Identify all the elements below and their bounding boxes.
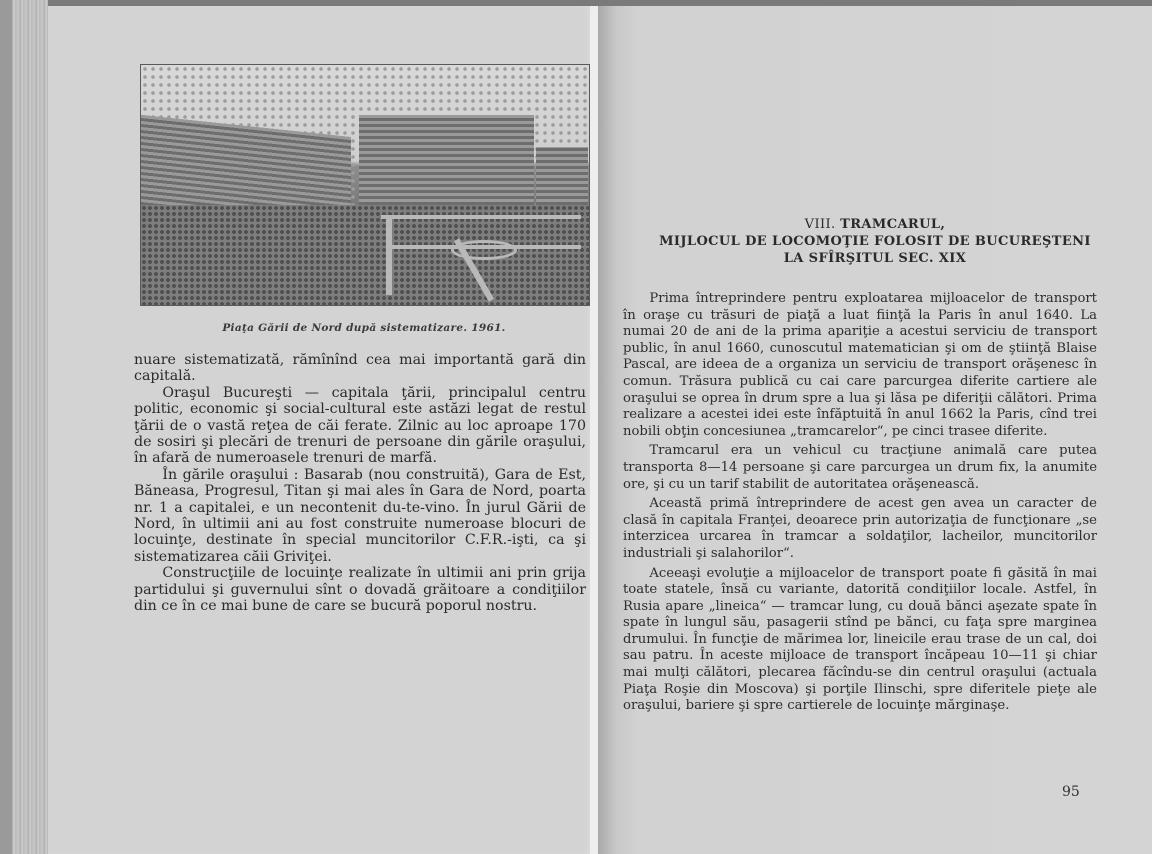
chapter-title: TRAMCARUL, [840, 217, 946, 232]
photo-park-trees [141, 205, 589, 305]
chapter-heading [598, 216, 1152, 267]
paragraph: Construcţiile de locuinţe realizate în ultimii ani prin grija partidului şi guvernului sînt o dovadă grăitoare a condiţiilor din ce în ce mai bune de care se bucură poporul nostru. [134, 565, 586, 615]
paragraph: În gările oraşului : Basarab (nou construită), Gara de Est, Băneasa, Progresul, Titan şi mai ales în Gara de Nord, poarta nr. 1 a capitalei, e un necontenit du-te-vino. În jurul Gării de Nord, în ultimii ani au fost construite numeroase blocuri de locuinţe, destinate în special muncitorilor C.F.R.-işti, ca şi sistematizarea căii Griviţei. [134, 466, 586, 565]
paragraph: Această primă întreprindere de acest gen avea un caracter de clasă în capitala Franţei, deoarece prin autorizaţia de funcţionare „se interzicea urcarea în tramcar a soldaţilor, lacheilor, muncitorilor industriali şi salahorilor“. [623, 496, 1097, 561]
paragraph: Oraşul Bucureşti — capitala ţării, principalul centru politic, economic şi social-cultural este astăzi legat de restul ţării de o vastă reţea de căi ferate. Zilnic au loc aproape 170 de sosiri şi plecări de trenuri de persoane din gările oraşului, în afară de numeroasele trenuri de marfă. [134, 384, 586, 467]
photo-park-roundabout [451, 240, 517, 260]
paragraph: Tramcarul era un vehicul cu tracţiune animală care putea transporta 8—14 persoane şi care parcurgea un drum fix, la anumite ore, şi cu un tarif stabilit de autoritatea orăşenească. [623, 443, 1097, 492]
paragraph: Aceeaşi evoluţie a mijloacelor de transport poate fi găsită în mai toate statele, însă cu variante, datorită condiţiilor locale. Astfel, în Rusia apare „lineica“ — tramcar lung, cu două bănci aşezate spate în spate în lungul său, pasagerii stînd pe bănci, cu faţa spre marginea drumului. În funcţie de mărimea lor, lineicile erau trase de un cal, doi sau patru. În aceste mijloace de transport încăpeau 10—11 şi chiar mai mulţi călători, plecarea făcîndu-se din centrul oraşului (actuala Piaţa Roşie din Moscova) şi porţile Ilinschi, spre diferitele pieţe ale oraşului, bariere şi spre cartierele de locuinţe mărginaşe. [623, 565, 1097, 714]
paragraph: nuare sistematizată, rămînînd cea mai importantă gară din capitală. [134, 352, 586, 385]
paragraph: Prima întreprindere pentru exploatarea mijloacelor de transport în oraşe cu trăsuri de piaţă a luat fiinţă la Paris în anul 1640. La numai 20 de ani de la prima apariţie a acestui serviciu de transport public, în anul 1660, cunoscutul matematician şi om de ştiinţă Blaise Pascal, are ideea de a organiza un serviciu de transport orăşenesc în comun. Trăsura publică cu cai care parcurgea diferite cartiere ale oraşului se oprea în drum spre a lua şi lăsa pe diferiţii călători. Prima realizare a acestei idei este înfăptuită în anul 1662 la Paris, cînd trei nobili obţin concesiunea „tramcarelor“, pe cinci trasee diferite. [623, 291, 1097, 439]
right-page-body [623, 291, 1097, 715]
book-page-edges [0, 0, 48, 854]
photo-park-path [381, 215, 581, 219]
chapter-subtitle-line2: MIJLOCUL DE LOCOMOŢIE FOLOSIT DE BUCUREŞTENI [659, 234, 1091, 249]
photo-gara-de-nord-square [140, 64, 590, 306]
photo-apartment-block-center [359, 115, 534, 205]
chapter-number: VIII. [804, 217, 836, 232]
book-gutter [590, 6, 598, 854]
page-number: 95 [1062, 784, 1080, 800]
left-page-body [134, 352, 586, 615]
chapter-heading-line1 [598, 216, 1152, 233]
photo-park-path [386, 215, 392, 295]
photo-caption: Piaţa Gării de Nord după sistematizare. 1961. [222, 322, 506, 334]
chapter-subtitle-line3: LA SFÎRŞITUL SEC. XIX [783, 251, 967, 266]
